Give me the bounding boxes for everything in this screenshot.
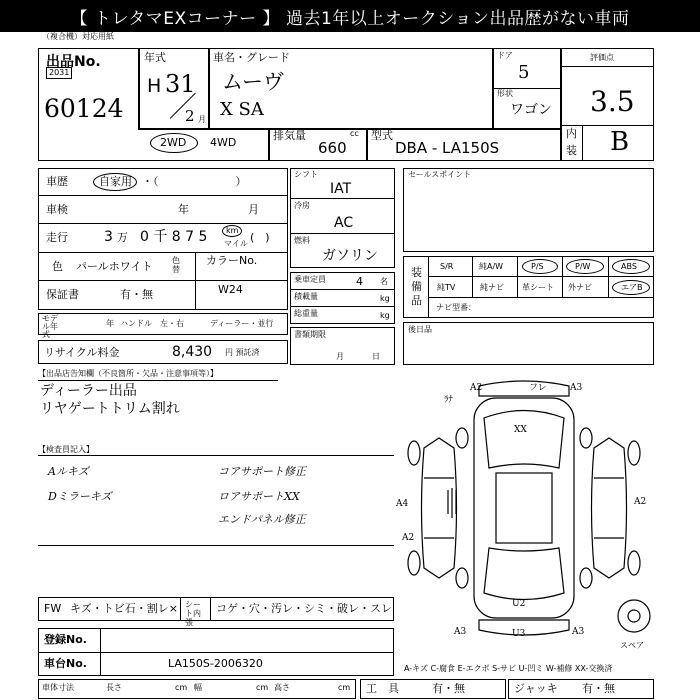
score-value: 3.5 <box>590 85 635 118</box>
recycle-unit: 円 預託済 <box>225 348 260 357</box>
mark-a4: A4 <box>396 499 409 509</box>
navi-model: ナビ型番： <box>436 303 476 312</box>
paren: ( ) <box>250 231 270 244</box>
mark-a2-left: A2 <box>402 533 415 543</box>
equip-aw: 純A/W <box>479 262 504 271</box>
equip-leather: 革シート <box>522 283 554 292</box>
shift-label: シフト <box>294 170 318 179</box>
grade: X SA <box>220 99 264 120</box>
color-label: 色 <box>52 260 63 273</box>
doc-day: 日 <box>372 352 380 361</box>
mark-a3-front: A3 <box>570 383 583 393</box>
dims-label: 車体寸法 <box>42 683 74 692</box>
equipment-label: 装備品 <box>411 266 422 307</box>
history-label: 車歴 <box>46 175 68 188</box>
model-code: DBA - LA150S <box>395 139 500 157</box>
ac-value: AC <box>334 215 354 231</box>
handle: ハンドル 左・右 <box>120 319 184 328</box>
jack-value: 有・無 <box>582 682 615 695</box>
seat-text: コゲ・穴・汚レ・シミ・破レ・スレ <box>216 602 392 615</box>
shape-value: ワゴン <box>510 102 552 118</box>
mark-xx: XX <box>514 425 527 435</box>
doc-label: 書類期限 <box>294 330 326 339</box>
fuel-label: 燃料 <box>294 236 310 245</box>
load-label: 積載量 <box>294 292 318 301</box>
seat-label: シート内張 <box>185 600 201 627</box>
mark-fure: フレ <box>529 383 547 393</box>
mark-a3-right: A3 <box>572 627 585 637</box>
lot-label: 出品No. <box>46 54 101 70</box>
kg1: kg <box>380 294 390 303</box>
fw-label: FW <box>44 602 62 615</box>
inspector-right2: ロアサポートXX <box>218 490 300 503</box>
mark-a3-rear: A3 <box>454 627 467 637</box>
dealer: ディーラー・並行 <box>210 319 274 328</box>
mileage-rest: 0 千 8 7 5 <box>140 229 208 245</box>
interior-label-2: 装 <box>566 144 577 157</box>
chassis-label: 車台No. <box>44 657 87 670</box>
lot-small: 2031 <box>46 67 72 79</box>
fuel-value: ガソリン <box>322 248 378 264</box>
mark-a2-right: A2 <box>634 497 647 507</box>
history-value: 自家用 <box>99 175 132 188</box>
month-unit: 月 <box>198 115 206 124</box>
remarks-label: 【出品店告知欄（不良箇所・欠品・注意事項等）】 <box>38 369 218 378</box>
equip-ps: P/S <box>531 262 544 271</box>
jack-label: ジャッキ <box>514 682 558 695</box>
equip-pw: P/W <box>575 262 591 271</box>
year-era: H <box>147 75 162 97</box>
drive-4wd: 4WD <box>210 136 237 149</box>
name-label: 車名・グレード <box>213 51 290 64</box>
mark-a2-front: A2 <box>470 383 483 393</box>
paper-note: （複合機）対応用紙 <box>42 32 114 41</box>
door-label: ドア <box>497 51 513 60</box>
month-value: 2 <box>185 107 195 125</box>
ac-label: 冷房 <box>294 201 310 210</box>
year-value: 31 <box>165 70 196 98</box>
chassis-value: LA150S-2006320 <box>168 657 263 670</box>
remarks-line1: ディーラー出品 <box>40 383 137 399</box>
kg2: kg <box>380 311 390 320</box>
model-year-unit: 年 <box>106 319 114 328</box>
remarks-line2: リヤゲートトリム割れ <box>40 401 180 417</box>
km-unit: km <box>226 226 239 235</box>
spare-label: スペア <box>620 641 644 650</box>
recycle-label: リサイクル料金 <box>44 346 120 359</box>
equip-airbag: エアB <box>621 283 643 292</box>
inspection-year: 年 <box>178 203 189 216</box>
reg-label: 登録No. <box>44 633 87 646</box>
afterdate-label: 後日品 <box>408 325 432 334</box>
recycle-value: 8,430 <box>172 344 213 360</box>
color-no-label: カラーNo. <box>206 254 258 267</box>
year-label: 年式 <box>144 51 166 64</box>
sales-point-box <box>403 168 654 252</box>
car-name: ムーヴ <box>222 70 284 94</box>
model-label: 型式 <box>371 129 393 142</box>
mark-u3: U3 <box>512 629 526 639</box>
inspection-label: 車検 <box>46 203 68 216</box>
inspector-right3: エンドパネル修正 <box>218 513 306 526</box>
inspection-month: 月 <box>248 203 259 216</box>
equip-abs: ABS <box>621 262 637 271</box>
lot-number: 60124 <box>44 94 124 123</box>
tool-value: 有・無 <box>432 682 465 695</box>
sales-point-label: セールスポイント <box>408 170 472 179</box>
page-header <box>0 0 700 32</box>
capacity-label: 乗車定員 <box>294 275 326 284</box>
afterdate-box <box>403 322 654 365</box>
equip-navi: 純ナビ <box>480 283 504 292</box>
cm3: cm <box>338 683 351 692</box>
total-weight-label: 総重量 <box>294 309 318 318</box>
warranty-label: 保証書 <box>46 288 79 301</box>
inspector-left2: Dミラーキズ <box>48 490 112 503</box>
doors-value: 5 <box>518 62 530 83</box>
interior-value: B <box>610 127 630 157</box>
displacement-label: 排気量 <box>273 129 306 142</box>
capacity-value: 4 <box>356 275 363 288</box>
mile-unit: マイル <box>224 239 248 248</box>
equip-extnavi: 外ナビ <box>568 283 592 292</box>
length-label: 長さ <box>106 683 122 692</box>
drive-2wd: 2WD <box>160 136 187 149</box>
tool-label: 工 具 <box>366 682 399 695</box>
car-damage-diagram <box>384 378 664 648</box>
color-no: W24 <box>218 283 243 296</box>
legend: A-キズ C-腐食 E-エクボ S-サビ U-凹ミ W-補修 XX-交換済 <box>404 664 613 673</box>
shift-value: IAT <box>330 181 352 197</box>
header-title: 【 トレタマEXコーナー 】 過去1年以上オークション出品歴がない車両 <box>70 8 630 29</box>
equip-sr: S/R <box>440 262 454 271</box>
fw-text: キズ・トビ石・割レ× <box>70 602 178 615</box>
height-label: 高さ <box>274 683 290 692</box>
warranty-value: 有・無 <box>120 288 153 301</box>
interior-label-1: 内 <box>566 127 577 140</box>
doc-month: 月 <box>336 352 344 361</box>
cm2: cm <box>256 683 269 692</box>
score-label: 評価点 <box>590 53 614 62</box>
cm1: cm <box>175 683 188 692</box>
history-rest: ・（ ） <box>142 175 247 188</box>
displacement-value: 660 <box>318 139 347 157</box>
color-value: パールホワイト <box>76 260 153 273</box>
car-body-right <box>592 438 627 578</box>
mileage-label: 走行 <box>46 231 68 244</box>
man-unit: 万 <box>117 231 128 244</box>
cc-unit: cc <box>350 129 359 138</box>
capacity-unit: 名 <box>380 277 388 286</box>
inspector-right1: コアサポート修正 <box>218 465 306 478</box>
mark-rana: ﾗﾅ <box>444 395 454 405</box>
shape-label: 形状 <box>497 89 513 98</box>
mileage-man: 3 <box>104 229 113 245</box>
color-change: 色替 <box>172 256 180 274</box>
spare-tire-icon <box>618 600 650 632</box>
width-label: 幅 <box>194 683 202 692</box>
model-year-label: モデル年式 <box>42 314 58 339</box>
car-body-left <box>422 438 457 578</box>
inspector-left1: Aルキズ <box>48 465 89 478</box>
equip-tv: 純TV <box>437 283 456 292</box>
inspector-label: 【検査員記入】 <box>38 445 94 454</box>
mark-u2: U2 <box>512 599 526 609</box>
